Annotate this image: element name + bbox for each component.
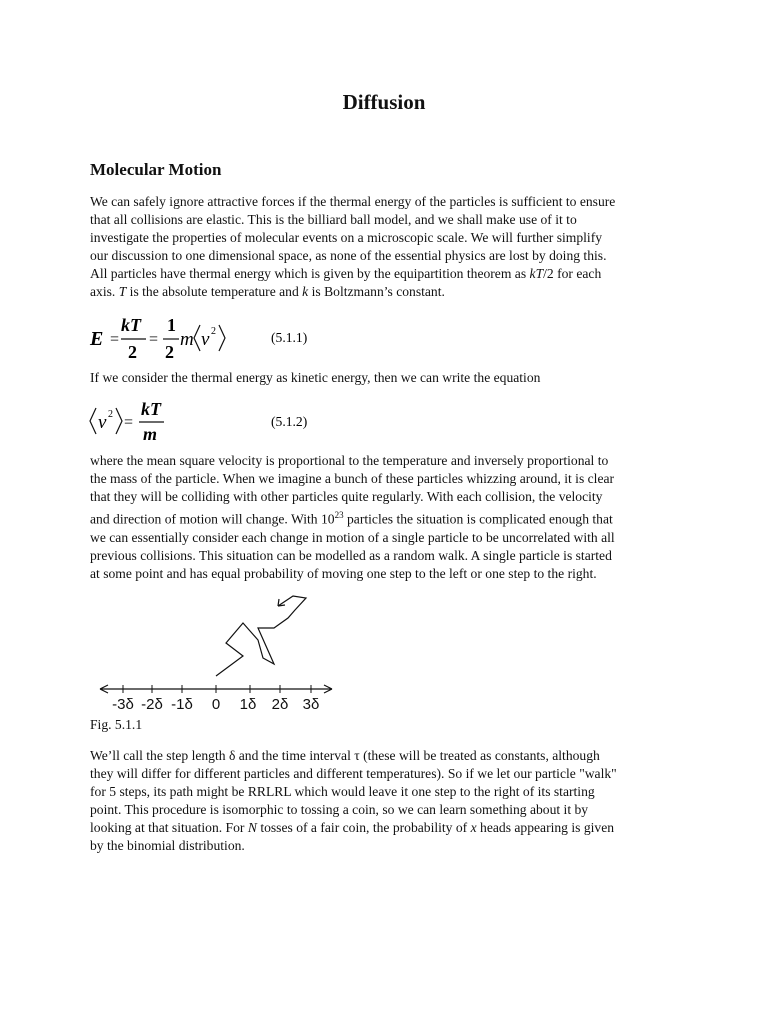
eq-denominator-m: m	[143, 424, 158, 444]
text-line: we can essentially consider each change in motion of a single particle to be uncorrelated with all	[90, 529, 615, 545]
equation-number: (5.1.2)	[271, 414, 308, 429]
eq-numerator-kT: kT	[121, 315, 141, 335]
text-line: that they will be colliding with other particles quite regularly. With each collision, the velocity	[90, 489, 603, 505]
eq-equals: =	[124, 414, 134, 431]
text-fragment: and direction of motion will change. With 10	[90, 511, 335, 527]
eq-numerator-kT: kT	[141, 399, 161, 419]
text-line: All particles have thermal energy which is given by the equipartition theorem as kT/2 for each	[90, 266, 602, 282]
eq-symbol-v: v	[98, 412, 107, 433]
eq-exponent: 2	[108, 409, 113, 420]
tick-label: -1δ	[171, 696, 193, 713]
text-line: looking at that situation. For N tosses of a fair coin, the probability of x heads appearing is given	[90, 820, 615, 836]
tick-label: -3δ	[112, 696, 134, 713]
text-line: point. This procedure is isomorphic to tossing a coin, so we can learn something about it by	[90, 802, 589, 818]
tick-label: 1δ	[239, 696, 257, 713]
random-walk-path	[216, 596, 306, 676]
eq-symbol-m: m	[180, 329, 194, 350]
tick-label: 2δ	[271, 696, 289, 713]
eq-denominator-2: 2	[165, 342, 174, 362]
paragraph-coin-toss	[90, 747, 680, 856]
equation-5-1-2	[88, 396, 418, 444]
eq-numerator-1: 1	[167, 315, 176, 335]
text-line: the mass of the particle. When we imagine a bunch of these particles whizzing around, it is clear	[90, 471, 615, 487]
text-line: that all collisions are elastic. This is the billiard ball model, and we shall make use of it to	[90, 212, 577, 228]
eq-angle-left	[194, 325, 200, 351]
paragraph-random-walk	[90, 452, 680, 583]
text-line: they will differ for different particles and different temperatures). So if we let our particle "walk"	[90, 766, 617, 782]
eq-symbol-E: E	[90, 328, 104, 350]
eq-angle-right	[219, 325, 225, 351]
random-walk-figure	[88, 588, 348, 718]
text-line: We’ll call the step length δ and the time interval τ (these will be treated as constants, although	[90, 748, 600, 763]
text-line: our discussion to one dimensional space, as none of the essential physics are lost by doing this.	[90, 248, 607, 264]
tick-label: 3δ	[302, 696, 320, 713]
eq-exponent: 2	[211, 326, 216, 337]
page-title: Diffusion	[342, 90, 426, 114]
exponent: 23	[334, 510, 344, 521]
text-fragment: particles the situation is complicated enough that	[343, 511, 613, 527]
eq-equals: =	[149, 331, 159, 348]
text-line: investigate the properties of molecular events on a microscopic scale. We will further simplify	[90, 230, 603, 246]
eq-angle-left	[90, 408, 96, 434]
equation-number: (5.1.1)	[271, 330, 308, 345]
text-line: by the binomial distribution.	[90, 838, 245, 854]
text-line: If we consider the thermal energy as kinetic energy, then we can write the equation	[90, 370, 541, 385]
eq-symbol-v: v	[201, 329, 210, 350]
tick-label: -2δ	[141, 696, 163, 713]
text-line: where the mean square velocity is proportional to the temperature and inversely proportional to	[90, 453, 609, 468]
tick-label: 0	[211, 696, 221, 713]
text-line: We can safely ignore attractive forces if the thermal energy of the particles is sufficient to ensure	[90, 194, 616, 209]
eq-equals: =	[110, 331, 120, 348]
section-heading: Molecular Motion	[90, 160, 222, 179]
paragraph-intro	[90, 193, 680, 302]
eq-denominator-2: 2	[128, 342, 137, 362]
paragraph-kinetic	[90, 369, 680, 387]
text-line: for 5 steps, its path might be RRLRL which would leave it one step to the right of its starting	[90, 784, 595, 800]
text-line: previous collisions. This situation can be modelled as a random walk. A single particle is started	[90, 548, 612, 563]
figure-caption: Fig. 5.1.1	[90, 717, 143, 732]
text-line: axis. T is the absolute temperature and k is Boltzmann’s constant.	[90, 284, 445, 300]
eq-angle-right	[116, 408, 122, 434]
text-line	[90, 506, 680, 529]
text-line: at some point and has equal probability of moving one step to the left or one step to the right.	[90, 566, 597, 582]
equation-5-1-1	[88, 312, 418, 364]
